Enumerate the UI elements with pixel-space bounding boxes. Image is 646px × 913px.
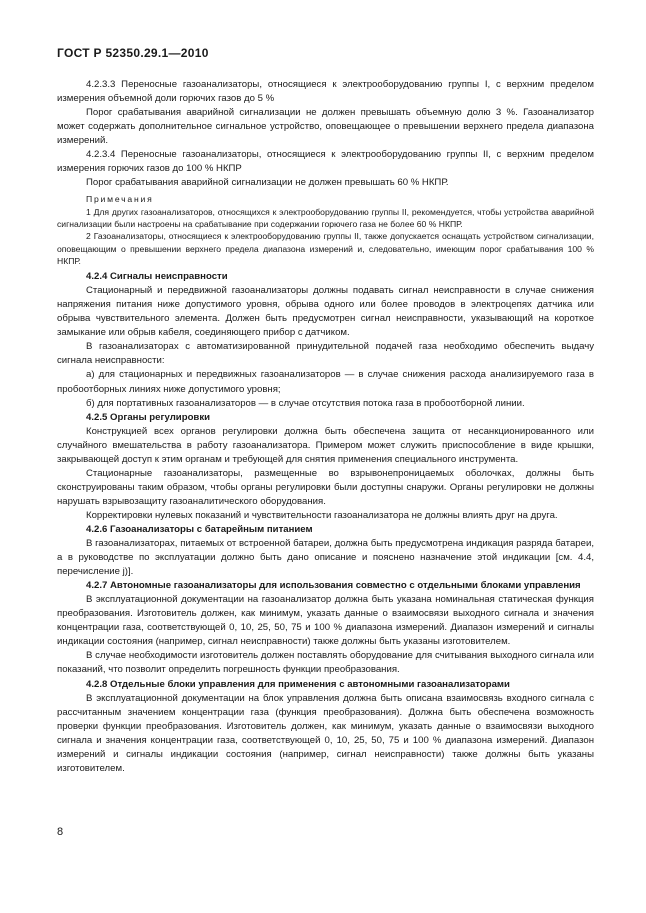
paragraph: Стационарные газоанализаторы, размещенные во взрывонепроницаемых оболочках, должны быть сконструированы таким образом, чтобы органы регулировки были доступны снаружи. Органы регулировки не должны нарушать взрывозащиту газоаналитического оборудования. <box>57 467 594 507</box>
paragraph: В газоанализаторах с автоматизированной принудительной подачей газа необходимо обеспечить выдачу сигнала неисправности: <box>57 341 594 367</box>
section-heading-4-2-7: 4.2.7 Автономные газоанализаторы для использования совместно с отдельными блоками управления <box>86 580 581 592</box>
notes-block <box>57 193 594 267</box>
paragraph: Стационарный и передвижной газоанализаторы должны подавать сигнал неисправности в случае снижения напряжения питания ниже допустимого уровня, обрыва одного или более проводов в электроцепях датчика или обрыва чувствительного элемента. Должен быть предусмотрен сигнал неисправности, указывающий на короткое замыкание или обрыв кабеля, соединяющего прибор с датчиком. <box>57 285 594 339</box>
section-heading-4-2-4: 4.2.4 Сигналы неисправности <box>86 271 228 283</box>
document-body <box>57 78 594 776</box>
section-heading-4-2-6: 4.2.6 Газоанализаторы с батарейным питанием <box>86 524 313 535</box>
note-item: 2 Газоанализаторы, относящиеся к электрооборудованию группы II, также допускается оснащать устройством сигнализации, оповещающим о превышении верхнего предела диапазона измерений и, следовательно, имеющим порог срабатывания 100 % НКПР. <box>57 231 594 266</box>
paragraph: Корректировки нулевых показаний и чувствительности газоанализатора не должны влиять друг на друга. <box>86 509 558 521</box>
paragraph: В газоанализаторах, питаемых от встроенной батареи, должна быть предусмотрена индикация разряда батареи, а в руководстве по эксплуатации должно быть дано описание и пояснено назначение этой индикации [см. 4.4, перечисление j)]. <box>57 538 594 578</box>
section-heading-4-2-8: 4.2.8 Отдельные блоки управления для применения с автономными газоанализаторами <box>86 678 510 690</box>
paragraph: Порог срабатывания аварийной сигнализации не должен превышать 60 % НКПР. <box>86 177 449 189</box>
standard-header: ГОСТ Р 52350.29.1—2010 <box>57 46 209 60</box>
paragraph: Порог срабатывания аварийной сигнализации не должен превышать объемную долю 3 %. Газоанализатор может содержать дополнительное сигнальное устройство, оповещающее о превышении верхнего предела диапазона измерений. <box>57 107 594 147</box>
section-heading-4-2-5: 4.2.5 Органы регулировки <box>86 411 211 423</box>
paragraph: В эксплуатационной документации на блок управления должна быть описана взаимосвязь входного сигнала с рассчитанным значением концентрации газа (функция преобразования). Должна быть обеспечена возможность проверки функции преобразования. Изготовитель должен, как минимум, указать данные о взаимосвязи выходного сигнала и значения концентрации газа, соответствующей 0, 10, 25, 50, 75 и 100 % диапазона измерений. Диапазон измерений и сигналы индикации состояния (например, сигнал неисправности) также должны быть указаны изготовителем. <box>57 692 594 774</box>
clause-4-2-3-4: 4.2.3.4 Переносные газоанализаторы, относящиеся к электрооборудованию группы II, с верхним пределом измерения горючих газов до 100 % НКПР <box>57 149 594 175</box>
paragraph: В эксплуатационной документации на газоанализатор должна быть указана номинальная статическая функция преобразования. Изготовитель должен, как минимум, указать данные о взаимосвязи выходного сигнала и значения концентрации газа, соответствующей 0, 10, 25, 50, 75 и 100 % диапазона измерений. Диапазон измерений и сигналы индикации состояния (например, сигнал неисправности) также должны быть указаны изготовителем. <box>57 594 594 648</box>
paragraph: Конструкцией всех органов регулировки должна быть обеспечена защита от несанкционированного или случайного вмешательства в работу газоанализатора. Примером может служить приспособление в виде крышки, закрывающей доступ к этим органам и требующей для снятия применения специального инструмента. <box>57 425 594 465</box>
list-item: б) для портативных газоанализаторов — в случае отсутствия потока газа в пробоотборной линии. <box>86 397 525 409</box>
page-number: 8 <box>57 826 64 838</box>
paragraph: В случае необходимости изготовитель должен поставлять оборудование для считывания выходного сигнала или показаний, что позволит определить погрешность функции преобразования. <box>57 650 594 676</box>
notes-title: Примечания <box>86 194 154 205</box>
list-item: а) для стационарных и передвижных газоанализаторов — в случае снижения расхода анализируемого газа в пробоотборных линиях ниже допустимого уровня; <box>57 369 594 395</box>
note-item: 1 Для других газоанализаторов, относящихся к электрооборудованию группы II, рекомендуется, чтобы устройства аварийной сигнализации были настроены на срабатывание при содержании горючего газа не более 60 % НКПР. <box>57 206 594 229</box>
clause-4-2-3-3: 4.2.3.3 Переносные газоанализаторы, относящиеся к электрооборудованию группы I, с верхним пределом измерения объемной доли горючих газов до 5 % <box>57 79 594 105</box>
